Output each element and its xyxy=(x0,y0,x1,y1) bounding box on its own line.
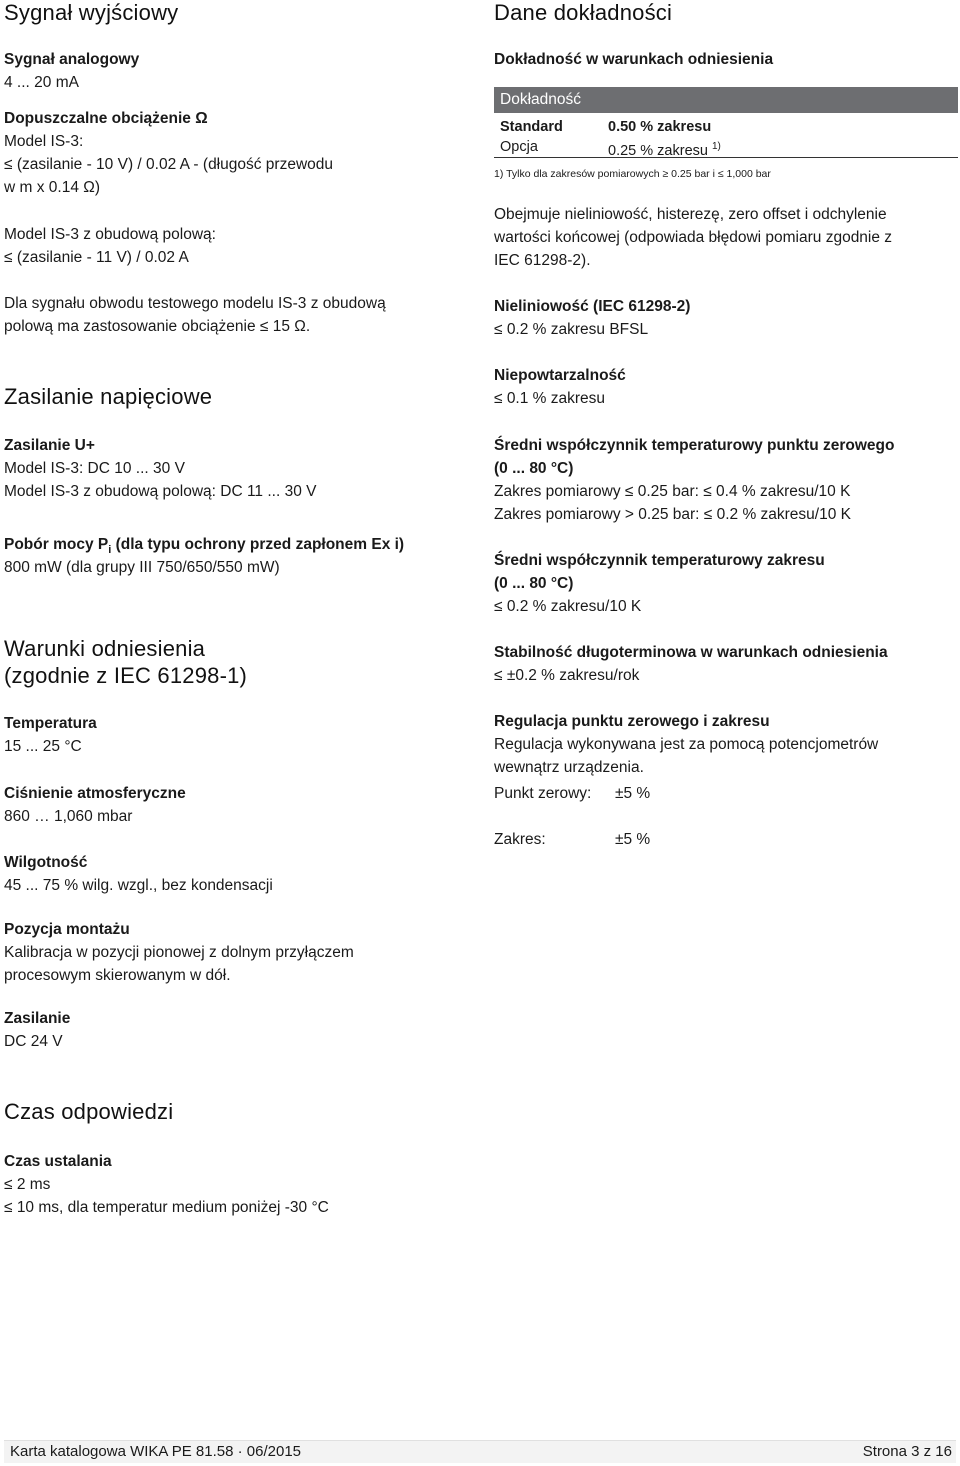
temperature-value: 15 ... 25 °C xyxy=(4,738,82,755)
footnote-marker: 1) xyxy=(711,141,721,152)
includes-line-2: wartości końcowej (odpowiada błędowi pomiaru zgodnie z xyxy=(494,229,893,246)
load-model-half-label: Model IS-3 z obudową polową: xyxy=(4,226,216,243)
accuracy-heading: Dane dokładności xyxy=(494,0,673,25)
zero-point-key: Punkt zerowy: xyxy=(494,785,592,802)
tc-span-label-1: Średni współczynnik temperaturowy zakresu xyxy=(494,552,825,569)
temperature-label: Temperatura xyxy=(4,715,97,732)
zero-point-row xyxy=(494,782,958,805)
mounting-position-value-1: Kalibracja w pozycji pionowej z dolnym przyłączem xyxy=(4,944,354,961)
analog-signal-label: Sygnał analogowy xyxy=(4,51,140,68)
accuracy-row-value: 0.50 % zakresu xyxy=(608,119,712,135)
power-consumption-label: Pobór mocy $P_i$ (dla typu ochrony przed zapłonem Ex i) xyxy=(4,536,405,557)
accuracy-row-option xyxy=(494,137,958,157)
tc-zero-value-2: Zakres pomiarowy > 0.25 bar: ≤ 0.2 % zakresu/10 K xyxy=(494,506,851,523)
analog-signal-value: 4 ... 20 mA xyxy=(4,74,79,91)
span-row xyxy=(494,828,958,851)
tc-span-value: ≤ 0.2 % zakresu/10 K xyxy=(494,598,642,615)
pressure-label: Ciśnienie atmosferyczne xyxy=(4,785,186,802)
accuracy-table-header: Dokładność xyxy=(494,87,958,113)
accuracy-row-key: Standard xyxy=(500,119,563,135)
supply-line-2: Model IS-3 z obudową polową: DC 11 ... 30 V xyxy=(4,483,317,500)
includes-line-1: Obejmuje nieliniowość, histerezę, zero offset i odchylenie xyxy=(494,206,887,223)
pressure-value: 860 … 1,060 mbar xyxy=(4,808,133,825)
page-footer xyxy=(4,1440,956,1463)
tc-zero-label-2: (0 ... 80 °C) xyxy=(494,460,574,477)
accuracy-row-standard xyxy=(494,117,958,137)
voltage-supply-heading: Zasilanie napięciowe xyxy=(4,384,213,409)
non-repeatability-value: ≤ 0.1 % zakresu xyxy=(494,390,606,407)
tc-zero-value-1: Zakres pomiarowy ≤ 0.25 bar: ≤ 0.4 % zakresu/10 K xyxy=(494,483,851,500)
nonlinearity-value: ≤ 0.2 % zakresu BFSL xyxy=(494,321,649,338)
supply-line-1: Model IS-3: DC 10 ... 30 V xyxy=(4,460,185,477)
accuracy-table xyxy=(494,87,958,181)
accuracy-row-value: 0.25 % zakresu $^{1)}$ xyxy=(608,141,721,159)
includes-line-3: IEC 61298-2). xyxy=(494,252,591,269)
non-repeatability-label: Niepowtarzalność xyxy=(494,367,626,384)
tc-zero-label-1: Średni współczynnik temperaturowy punktu zerowego xyxy=(494,437,895,454)
accuracy-footnote: 1) Tylko dla zakresów pomiarowych ≥ 0.25 bar i ≤ 1,000 bar xyxy=(494,168,771,180)
humidity-label: Wilgotność xyxy=(4,854,88,871)
ref-supply-label: Zasilanie xyxy=(4,1010,71,1027)
reference-conditions-heading-1: Warunki odniesienia xyxy=(4,636,206,661)
output-signal-heading: Sygnał wyjściowy xyxy=(4,0,179,25)
test-circuit-note-1: Dla sygnału obwodu testowego modelu IS-3 z obudową xyxy=(4,295,386,312)
adjustment-label: Regulacja punktu zerowego i zakresu xyxy=(494,713,770,730)
zero-point-value: ±5 % xyxy=(615,785,651,802)
accuracy-subtitle: Dokładność w warunkach odniesienia xyxy=(494,51,774,68)
settling-time-label: Czas ustalania xyxy=(4,1153,112,1170)
reference-conditions-heading-2: (zgodnie z IEC 61298-1) xyxy=(4,663,248,688)
accuracy-row-key: Opcja xyxy=(500,139,538,155)
test-circuit-note-2: polową ma zastosowanie obciążenie ≤ 15 Ω. xyxy=(4,318,311,335)
nonlinearity-label: Nieliniowość (IEC 61298-2) xyxy=(494,298,691,315)
tc-span-label-2: (0 ... 80 °C) xyxy=(494,575,574,592)
long-term-stability-value: ≤ ±0.2 % zakresu/rok xyxy=(494,667,640,684)
span-key: Zakres: xyxy=(494,831,546,848)
mounting-position-label: Pozycja montażu xyxy=(4,921,130,938)
permissible-load-label: Dopuszczalne obciążenie Ω xyxy=(4,110,208,127)
adjustment-value-2: wewnątrz urządzenia. xyxy=(494,759,644,776)
load-model-label: Model IS-3: xyxy=(4,133,84,150)
footer-page-number: Strona 3 z 16 xyxy=(862,1443,952,1460)
load-formula-half: ≤ (zasilanie - 11 V) / 0.02 A xyxy=(4,249,189,266)
span-value: ±5 % xyxy=(615,831,651,848)
settling-time-value-2: ≤ 10 ms, dla temperatur medium poniżej -30 °C xyxy=(4,1199,329,1216)
mounting-position-value-2: procesowym skierowanym w dół. xyxy=(4,967,231,984)
table-divider xyxy=(494,157,958,158)
ref-supply-value: DC 24 V xyxy=(4,1033,63,1050)
load-formula-line-2: w m x 0.14 Ω) xyxy=(4,179,100,196)
load-formula-line-1: ≤ (zasilanie - 10 V) / 0.02 A - (długość przewodu xyxy=(4,156,334,173)
humidity-value: 45 ... 75 % wilg. wzgl., bez kondensacji xyxy=(4,877,273,894)
response-time-heading: Czas odpowiedzi xyxy=(4,1099,174,1124)
supply-u-label: Zasilanie U+ xyxy=(4,437,95,454)
adjustment-value-1: Regulacja wykonywana jest za pomocą potencjometrów xyxy=(494,736,879,753)
power-consumption-value: 800 mW (dla grupy III 750/650/550 mW) xyxy=(4,559,280,576)
settling-time-value-1: ≤ 2 ms xyxy=(4,1176,51,1193)
right-column xyxy=(494,0,958,848)
long-term-stability-label: Stabilność długoterminowa w warunkach odniesienia xyxy=(494,644,888,661)
footer-datasheet-ref: Karta katalogowa WIKA PE 81.58 · 06/2015 xyxy=(10,1443,302,1460)
